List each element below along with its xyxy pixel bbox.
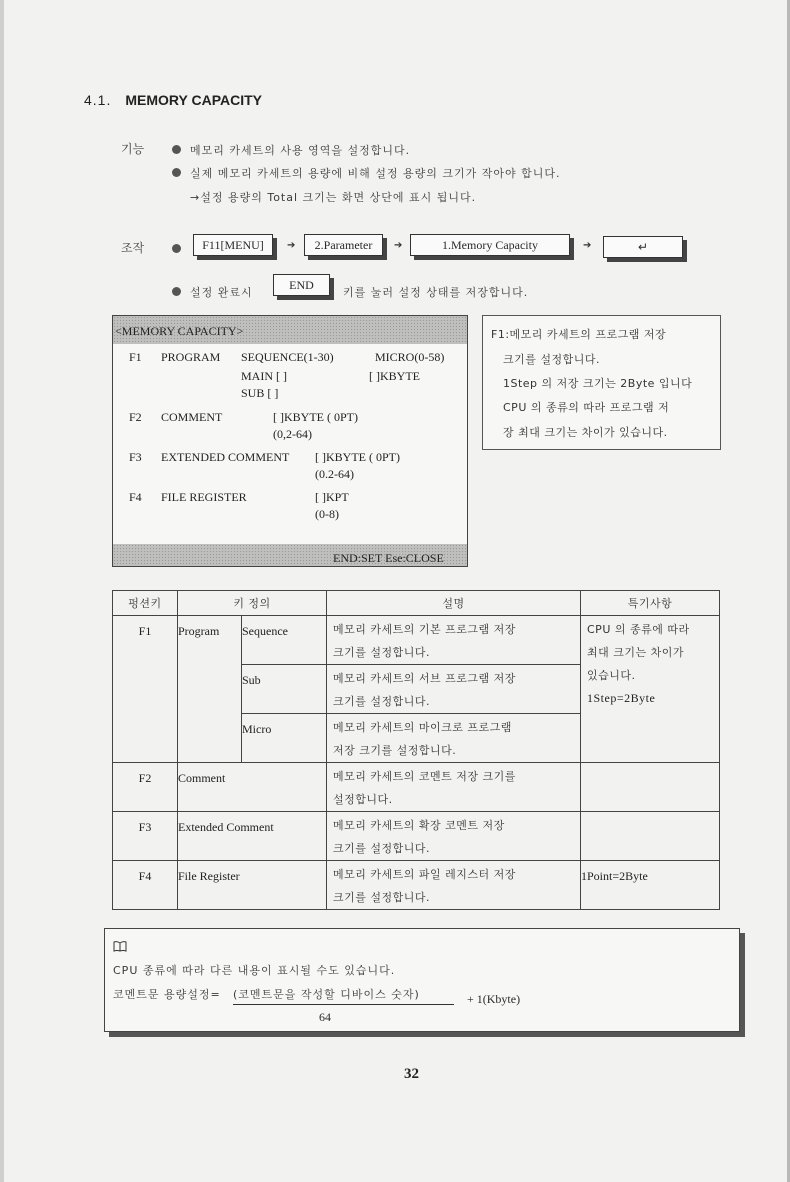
side-note-line: 1Step 의 저장 크기는 2Byte 입니다 (503, 377, 693, 390)
bullet-icon (172, 168, 181, 177)
table-cell-file-register: File Register (178, 861, 327, 910)
dialog-file-register-field: [ ]KPT (315, 490, 349, 504)
dialog-comment-range: (0,2-64) (273, 427, 312, 441)
table-cell-sub: Sub (242, 665, 327, 714)
table-cell-f2: F2 (113, 763, 178, 812)
dialog-f1-key: F1 (129, 350, 142, 364)
key-enter: ↵ (603, 236, 683, 258)
table-cell-micro: Micro (242, 714, 327, 763)
key-parameter: 2.Parameter (304, 234, 383, 256)
note-line: 최대 크기는 차이가 (587, 646, 685, 659)
desc-line: 메모리 카세트의 서브 프로그램 저장 (333, 672, 516, 685)
side-note-box (482, 315, 721, 450)
dialog-comment-label: COMMENT (161, 410, 223, 424)
desc-line: 메모리 카세트의 파일 레지스터 저장 (333, 868, 516, 881)
table-cell-program: Program (178, 616, 242, 763)
key-memory-capacity: 1.Memory Capacity (410, 234, 570, 256)
section-title: MEMORY CAPACITY (125, 92, 262, 108)
dialog-sub-field: SUB [ ] (241, 386, 279, 400)
dialog-f4-key: F4 (129, 490, 142, 504)
desc-line: 메모리 카세트의 확장 코멘트 저장 (333, 819, 505, 832)
desc-line: 메모리 카세트의 마이크로 프로그램 (333, 721, 512, 734)
dialog-micro-label: MICRO(0-58) (375, 350, 445, 364)
bullet-icon (172, 244, 181, 253)
arrow-right-icon: ➔ (287, 240, 296, 251)
section-number: 4.1. (84, 92, 112, 108)
arrow-right-icon: ➔ (394, 240, 403, 251)
dialog-f2-key: F2 (129, 410, 142, 424)
side-note-line: CPU 의 종류의 따라 프로그램 저 (503, 401, 670, 414)
table-header: 펑션키 (113, 591, 178, 616)
side-note-line: 장 최대 크기는 차이가 있습니다. (503, 426, 668, 439)
dialog-file-register-label: FILE REGISTER (161, 490, 247, 504)
note-line: CPU 의 종류에 따라 (587, 623, 690, 636)
note-line: 있습니다. (587, 669, 636, 682)
desc-line: 크기를 설정합니다. (333, 891, 431, 904)
table-cell-sequence-desc (327, 616, 581, 665)
memory-capacity-dialog (112, 315, 468, 567)
complete-suffix: 키를 눌러 설정 상태를 저장합니다. (343, 286, 529, 299)
function-line-3: →설정 용량의 Total 크기는 화면 상단에 표시 됩니다. (190, 191, 477, 204)
dialog-ext-comment-field: [ ]KBYTE ( 0PT) (315, 450, 400, 464)
dialog-ext-comment-label: EXTENDED COMMENT (161, 450, 290, 464)
note-line: 1Step=2Byte (587, 691, 656, 705)
bullet-icon (172, 287, 181, 296)
formula-plus: + 1(Kbyte) (467, 992, 521, 1006)
desc-line: 크기를 설정합니다. (333, 646, 431, 659)
key-f11-menu: F11[MENU] (193, 234, 273, 256)
section-heading (84, 92, 262, 108)
table-cell-comment-desc (327, 763, 581, 812)
table-cell-micro-desc (327, 714, 581, 763)
bullet-icon (172, 145, 181, 154)
desc-line: 메모리 카세트의 코멘트 저장 크기를 (333, 770, 516, 783)
key-end: END (273, 274, 330, 296)
desc-line: 설정합니다. (333, 793, 393, 806)
table-cell-empty (581, 812, 720, 861)
table-cell-sub-desc (327, 665, 581, 714)
table-cell-sequence: Sequence (242, 616, 327, 665)
dialog-comment-field: [ ]KBYTE ( 0PT) (273, 410, 358, 424)
dialog-title: <MEMORY CAPACITY> (115, 324, 244, 338)
table-cell-f3: F3 (113, 812, 178, 861)
formula-denominator: 64 (319, 1010, 331, 1024)
function-line-1: 메모리 카세트의 사용 영역을 설정합니다. (190, 144, 411, 157)
side-note-line: F1:메모리 카세트의 프로그램 저장 (491, 328, 667, 341)
table-cell-f4: F4 (113, 861, 178, 910)
table-header: 설명 (327, 591, 581, 616)
table-cell-empty (581, 763, 720, 812)
table-cell-comment: Comment (178, 763, 327, 812)
dialog-main-field: MAIN [ ] (241, 369, 287, 383)
table-header: 특기사항 (581, 591, 720, 616)
function-line-2: 실제 메모리 카세트의 용량에 비해 설정 용량의 크기가 작아야 합니다. (190, 167, 561, 180)
desc-line: 메모리 카세트의 기본 프로그램 저장 (333, 623, 516, 636)
bottom-note-line1: CPU 종류에 따라 다른 내용이 표시될 수도 있습니다. (113, 964, 396, 977)
dialog-ext-comment-range: (0.2-64) (315, 467, 354, 481)
arrow-right-icon: ➔ (583, 240, 592, 251)
table-header: 키 정의 (178, 591, 327, 616)
dialog-micro-field: [ ]KBYTE (369, 369, 420, 383)
table-cell-ext-comment: Extended Comment (178, 812, 327, 861)
complete-prefix: 설정 완료시 (190, 286, 253, 299)
table-cell-f1: F1 (113, 616, 178, 763)
dialog-footer-text: END:SET Ese:CLOSE (333, 551, 444, 565)
table-cell-ext-comment-desc (327, 812, 581, 861)
bottom-note-box (104, 928, 740, 1032)
formula-numerator: (코멘트문을 작성할 디바이스 숫자) (233, 986, 454, 1005)
dialog-program-label: PROGRAM (161, 350, 221, 364)
dialog-f3-key: F3 (129, 450, 142, 464)
table-cell-file-register-desc (327, 861, 581, 910)
table-cell-f1-note (581, 616, 720, 763)
page-number: 32 (404, 1066, 419, 1082)
page-left-edge (0, 0, 4, 1182)
formula-prefix: 코멘트문 용량설정= (113, 988, 221, 1001)
dialog-file-register-range: (0-8) (315, 507, 339, 521)
operation-label: 조작 (121, 241, 145, 255)
side-note-line: 크기를 설정합니다. (503, 353, 601, 366)
book-icon (113, 937, 127, 948)
desc-line: 저장 크기를 설정합니다. (333, 744, 457, 757)
dialog-sequence-label: SEQUENCE(1-30) (241, 350, 334, 364)
function-label: 기능 (121, 142, 145, 156)
desc-line: 크기를 설정합니다. (333, 695, 431, 708)
function-key-table (112, 590, 720, 910)
desc-line: 크기를 설정합니다. (333, 842, 431, 855)
table-cell-f4-note: 1Point=2Byte (581, 861, 720, 910)
